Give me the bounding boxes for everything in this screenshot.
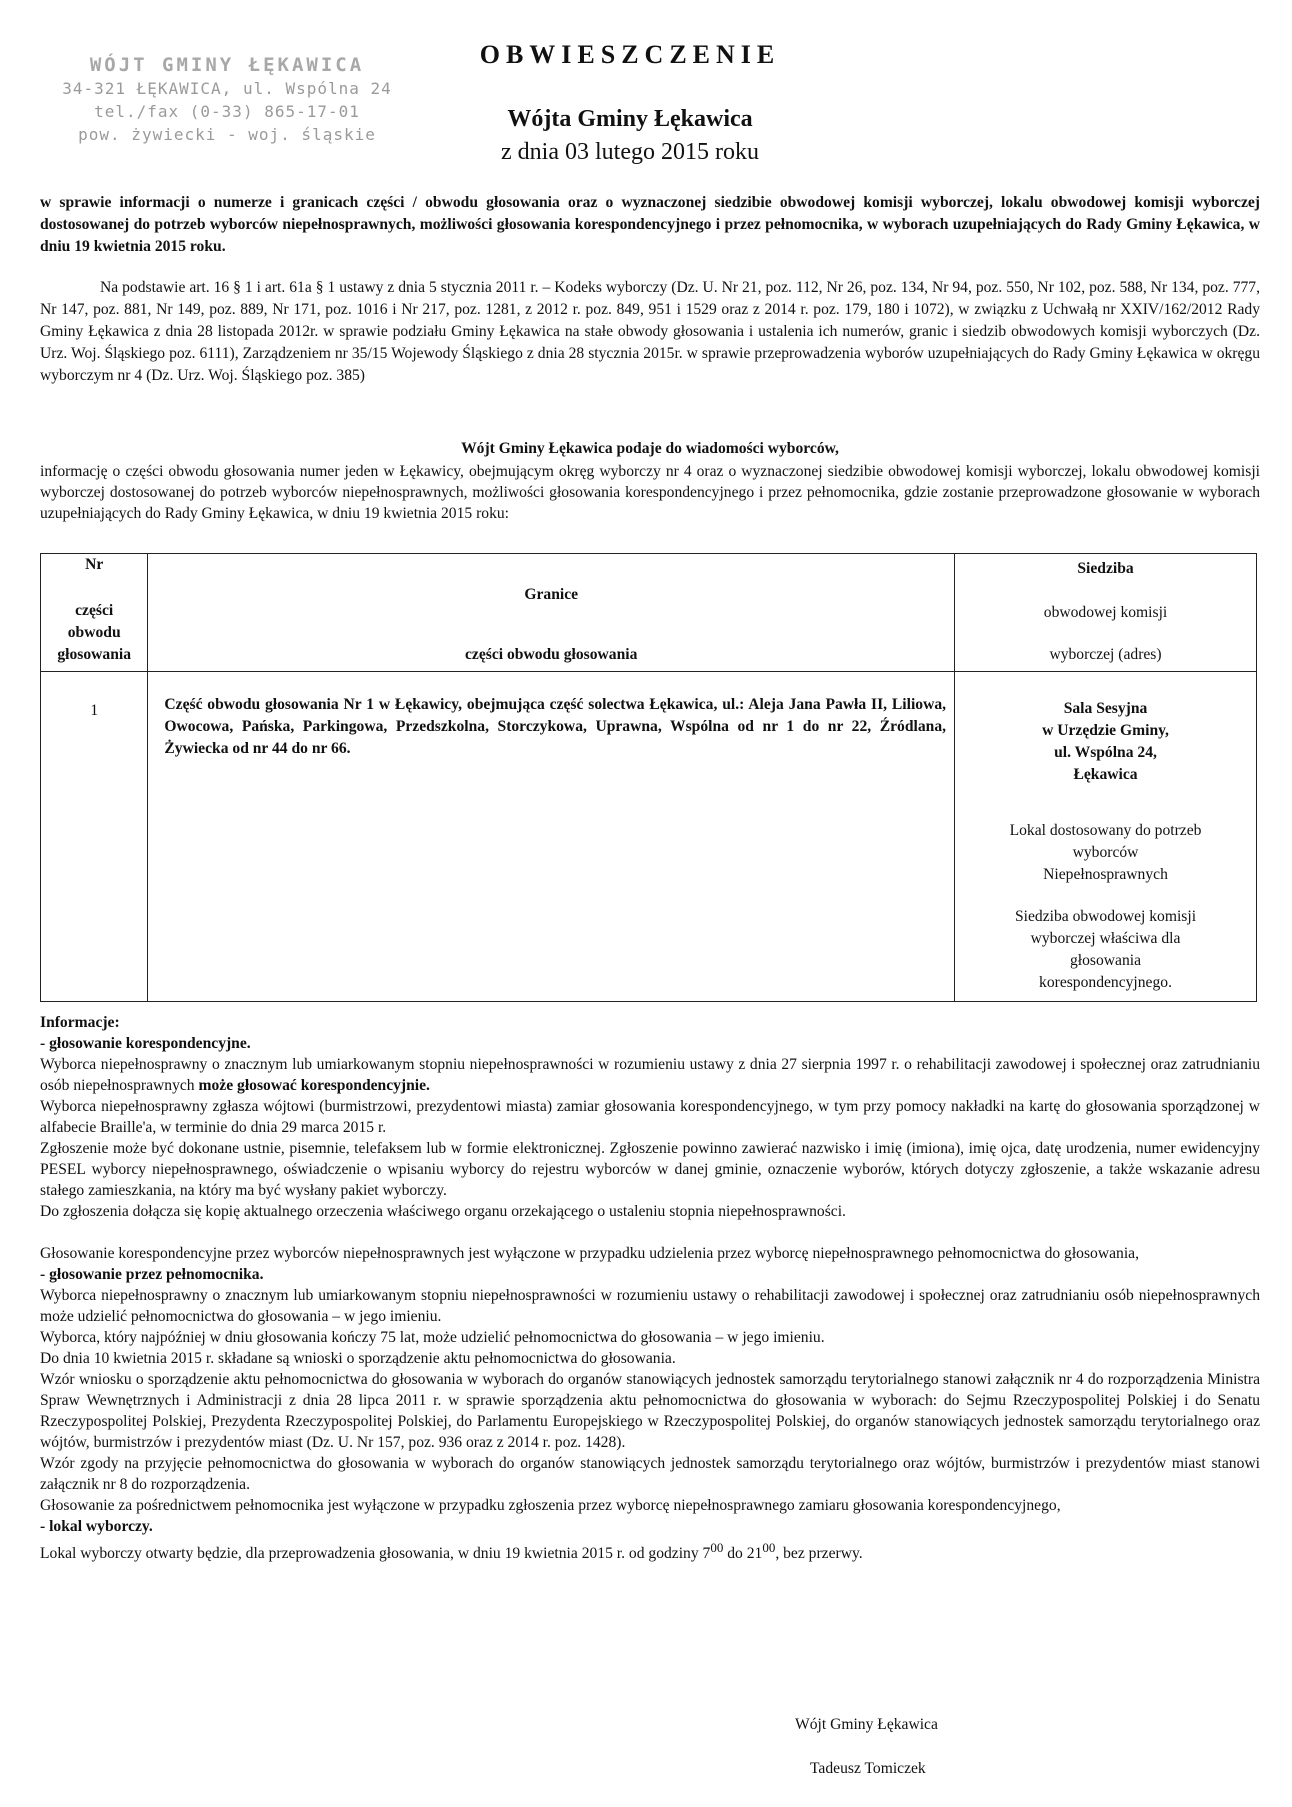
legal-basis: Na podstawie art. 16 § 1 i art. 61a § 1 ustawy z dnia 5 stycznia 2011 r. – Kodeks wyborczy (Dz. U. Nr 21, poz. 112, Nr 26, poz. 134, Nr 94, poz. 550, Nr 102, poz. 588, Nr 134, poz. 777, Nr 147, poz. 881, Nr 149, poz. 889, Nr 171, poz. 1016 i Nr 217, poz. 1281, z 2012 r. poz. 849, 951 i 1529 oraz z 2014 r. poz. 179, 180 i 1072), w związku z Uchwałą nr XXIV/162/2012 Rady Gminy Łękawica z dnia 28 listopada 2012r. w sprawie podziału Gminy Łękawica na stałe obwody głosowania i ustalenia ich numerów, granic i siedzib obwodowych komisji wyborczych (Dz. Urz. Woj. Śląskiego poz. 6111), Zarządzeniem nr 35/15 Wojewody Śląskiego z dnia 28 stycznia 2015r. w sprawie przeprowadzenia wyborów uzupełniających do Rady Gminy Łękawica w okręgu wyborczym nr 4 (Dz. Urz. Woj. Śląskiego poz. 385) [40,279,1260,384]
proxy-paragraph-4: Wzór wniosku o sporządzenie aktu pełnomocnictwa do głosowania w wyborach do organów stanowiących jednostek samorządu terytorialnego stanowi załącznik nr 4 do rozporządzenia Ministra Spraw Wewnętrznych i Administracji z dnia 28 lipca 2011 r. w sprawie sporządzenia aktu pełnomocnictwa do głosowania w wyborach: do Sejmu Rzeczypospolitej Polskiej i do Senatu Rzeczypospolitej Polskiej, Prezydenta Rzeczypospolitej Polskiej, do Parlamentu Europejskiego w Rzeczypospolitej Polskiej, do organów stanowiących jednostek samorządu terytorialnego oraz wójtów, burmistrzów i prezydentów miast (Dz. U. Nr 157, poz. 936 oraz z 2014 r. poz. 1428). [40,1371,1260,1451]
header-granice-top: Granice [524,586,579,603]
stamp-line-1: WÓJT GMINY ŁĘKAWICA [89,54,365,76]
kor-line-3: głosowania [1070,952,1142,969]
hours-text-a: Lokal wyborczy otwarty będzie, dla przeprowadzenia głosowania, w dniu 19 kwietnia 2015 r. od godziny 7 [40,1545,711,1563]
table-header-row [41,554,1257,672]
correspondence-paragraph-5: Głosowanie korespondencyjne przez wyborców niepełnosprawnych jest wyłączone w przypadku udzielenia przez wyborcę niepełnosprawnego pełnomocnictwa do głosowania, [40,1245,1139,1262]
correspondence-heading: - głosowanie korespondencyjne. [40,1035,251,1052]
header-siedziba-mid: obwodowej komisji [1043,604,1168,621]
header-nr-line1: części [75,602,114,619]
proxy-paragraph-6: Głosowanie za pośrednictwem pełnomocnika jest wyłączone w przypadku zgłoszenia przez wyborcę niepełnosprawnego zamiaru głosowania korespondencyjnego, [40,1497,1061,1514]
proxy-paragraph-5: Wzór zgody na przyjęcie pełnomocnictwa do głosowania w wyborach do organów stanowiących jednostek samorządu terytorialnego oraz wójtów, burmistrzów i prezydentów miast stanowi załącznik nr 8 do rozporządzenia. [40,1455,1260,1493]
stamp-line-2: 34-321 ŁĘKAWICA, ul. Wspólna 24 [62,79,392,98]
header-siedziba-bottom: wyborczej (adres) [1049,646,1162,663]
correspondence-paragraph-3: Zgłoszenie może być dokonane ustnie, pisemnie, telefaksem lub w formie elektronicznej. Zgłoszenie powinno zawierać nazwisko i imię (imiona), imię ojca, datę urodzenia, numer ewidencyjny PESEL wyborcy niepełnosprawnego, oświadczenie o wpisaniu wyborcy do rejestru wyborców w danej gminie, oznaczenie wyborów, których dotyczy zgłoszenie, a także wskazanie adresu stałego zamieszkania, na który ma być wysłany pakiet wyborczy. [40,1140,1260,1199]
hours-text-c: , bez przerwy. [775,1545,863,1563]
proxy-paragraph-1: Wyborca niepełnosprawny o znacznym lub umiarkowanym stopniu niepełnosprawności w rozumieniu ustawy o rehabilitacji zawodowej i społecznej oraz zatrudnianiu osób niepełnosprawnych może udzielić pełnomocnictwa do głosowania – w jego imieniu. [40,1287,1260,1325]
stamp-line-4: pow. żywiecki - woj. śląskie [78,125,376,144]
header-nr-line3: głosowania [57,646,132,663]
announcement-title: Wójt Gminy Łękawica podaje do wiadomości wyborców, [461,440,839,457]
kor-line-4: korespondencyjnego. [1039,974,1172,991]
table-row [41,672,1257,1002]
kor-line-1: Siedziba obwodowej komisji [1014,908,1197,925]
correspondence-paragraph-1-text: Wyborca niepełnosprawny o znacznym lub umiarkowanym stopniu niepełnosprawności w rozumieniu ustawy z dnia 27 sierpnia 1997 r. o rehabilitacji zawodowej i społecznej oraz zatrudnianiu osób niepełnosprawnych [40,1056,1260,1094]
header-siedziba-top: Siedziba [1077,560,1134,577]
header-nr-line2: obwodu [67,624,121,641]
lokal-line-2: wyborców [1072,844,1139,861]
correspondence-paragraph-2: Wyborca niepełnosprawny zgłasza wójtowi (burmistrzowi, prezydentowi miasta) zamiar głosowania korespondencyjnego, w tym przy pomocy nakładki na kartę do głosowania sporządzonej w alfabecie Braille'a, w terminie do dnia 29 marca 2015 r. [40,1098,1260,1136]
polling-station-hours [40,1537,1260,1564]
information-section [40,1012,1260,1564]
kor-line-2: wyborczej właściwa dla [1030,930,1181,947]
stamp-line-3: tel./fax (0-33) 865-17-01 [94,102,360,121]
proxy-heading: - głosowanie przez pełnomocnika. [40,1266,264,1283]
signature-role: Wójt Gminy Łękawica [795,1716,938,1733]
document-date: z dnia 03 lutego 2015 roku [501,139,759,165]
correspondence-paragraph-1 [40,1054,1260,1096]
polling-station-heading: - lokal wyborczy. [40,1518,153,1535]
lokal-line-3: Niepełnosprawnych [1043,866,1168,883]
cell-siedziba [955,672,1257,1002]
siedziba-line-2: w Urzędzie Gminy, [1042,722,1169,739]
proxy-paragraph-3: Do dnia 10 kwietnia 2015 r. składane są wnioski o sporządzenie aktu pełnomocnictwa do głosowania. [40,1350,676,1367]
cell-granice: Część obwodu głosowania Nr 1 w Łękawicy, obejmująca część solectwa Łękawica, ul.: Aleja Jana Pawła II, Liliowa, Owocowa, Pańska, Parkingowa, Przedszkolna, Storczykowa, Uprawna, Wspólna od nr 1 do nr 22, Źródlana, Żywiecka od nr 44 do nr 66. [148,672,955,1002]
proxy-paragraph-2: Wyborca, który najpóźniej w dniu głosowania kończy 75 lat, może udzielić pełnomocnictwa do głosowania – w jego imieniu. [40,1329,825,1346]
voting-district-table [40,553,1257,1002]
siedziba-line-4: Łękawica [1073,766,1138,783]
info-heading: Informacje: [40,1014,120,1031]
cell-nr: 1 [41,672,148,1002]
signature-name: Tadeusz Tomiczek [810,1760,926,1777]
document-issuer: Wójta Gminy Łękawica [507,106,753,132]
header-siedziba [955,554,1257,672]
header-nr [41,554,148,672]
document-title: OBWIESZCZENIE [479,40,781,69]
announcement-body: informację o części obwodu głosowania numer jeden w Łękawicy, obejmującym okręg wyborczy nr 4 oraz o wyznaczonej siedzibie obwodowej komisji wyborczej, lokalu obwodowej komisji wyborczej dostosowanej do potrzeb wyborców niepełnosprawnych, możliwości głosowania korespondencyjnego i przez pełnomocnika, gdzie zostanie przeprowadzone głosowanie w wyborach uzupełniających do Rady Gminy Łękawica, w dniu 19 kwietnia 2015 roku: [40,463,1260,522]
siedziba-line-1: Sala Sesyjna [1063,700,1148,717]
siedziba-line-3: ul. Wspólna 24, [1054,744,1157,761]
hours-sup-1: 00 [710,1540,724,1555]
lokal-line-1: Lokal dostosowany do potrzeb [1009,822,1202,839]
hours-sup-2: 00 [762,1540,776,1555]
correspondence-paragraph-4: Do zgłoszenia dołącza się kopię aktualnego orzeczenia właściwego organu orzekającego o ustaleniu stopnia niepełnosprawności. [40,1203,846,1220]
office-stamp [62,54,392,146]
header-nr-label: Nr [85,556,104,573]
header-granice-bottom: części obwodu głosowania [465,646,638,663]
hours-text-b: do 21 [723,1545,763,1563]
correspondence-paragraph-1-emphasis: może głosować korespondencyjnie. [198,1077,430,1094]
document-subject: w sprawie informacji o numerze i granicach części / obwodu głosowania oraz o wyznaczonej siedzibie obwodowej komisji wyborczej, lokalu obwodowej komisji wyborczej dostosowanej do potrzeb wyborców niepełnosprawnych, możliwości głosowania korespondencyjnego i przez pełnomocnika, w wyborach uzupełniających do Rady Gminy Łękawica, w dniu 19 kwietnia 2015 roku. [40,194,1260,255]
header-granice [148,554,955,672]
